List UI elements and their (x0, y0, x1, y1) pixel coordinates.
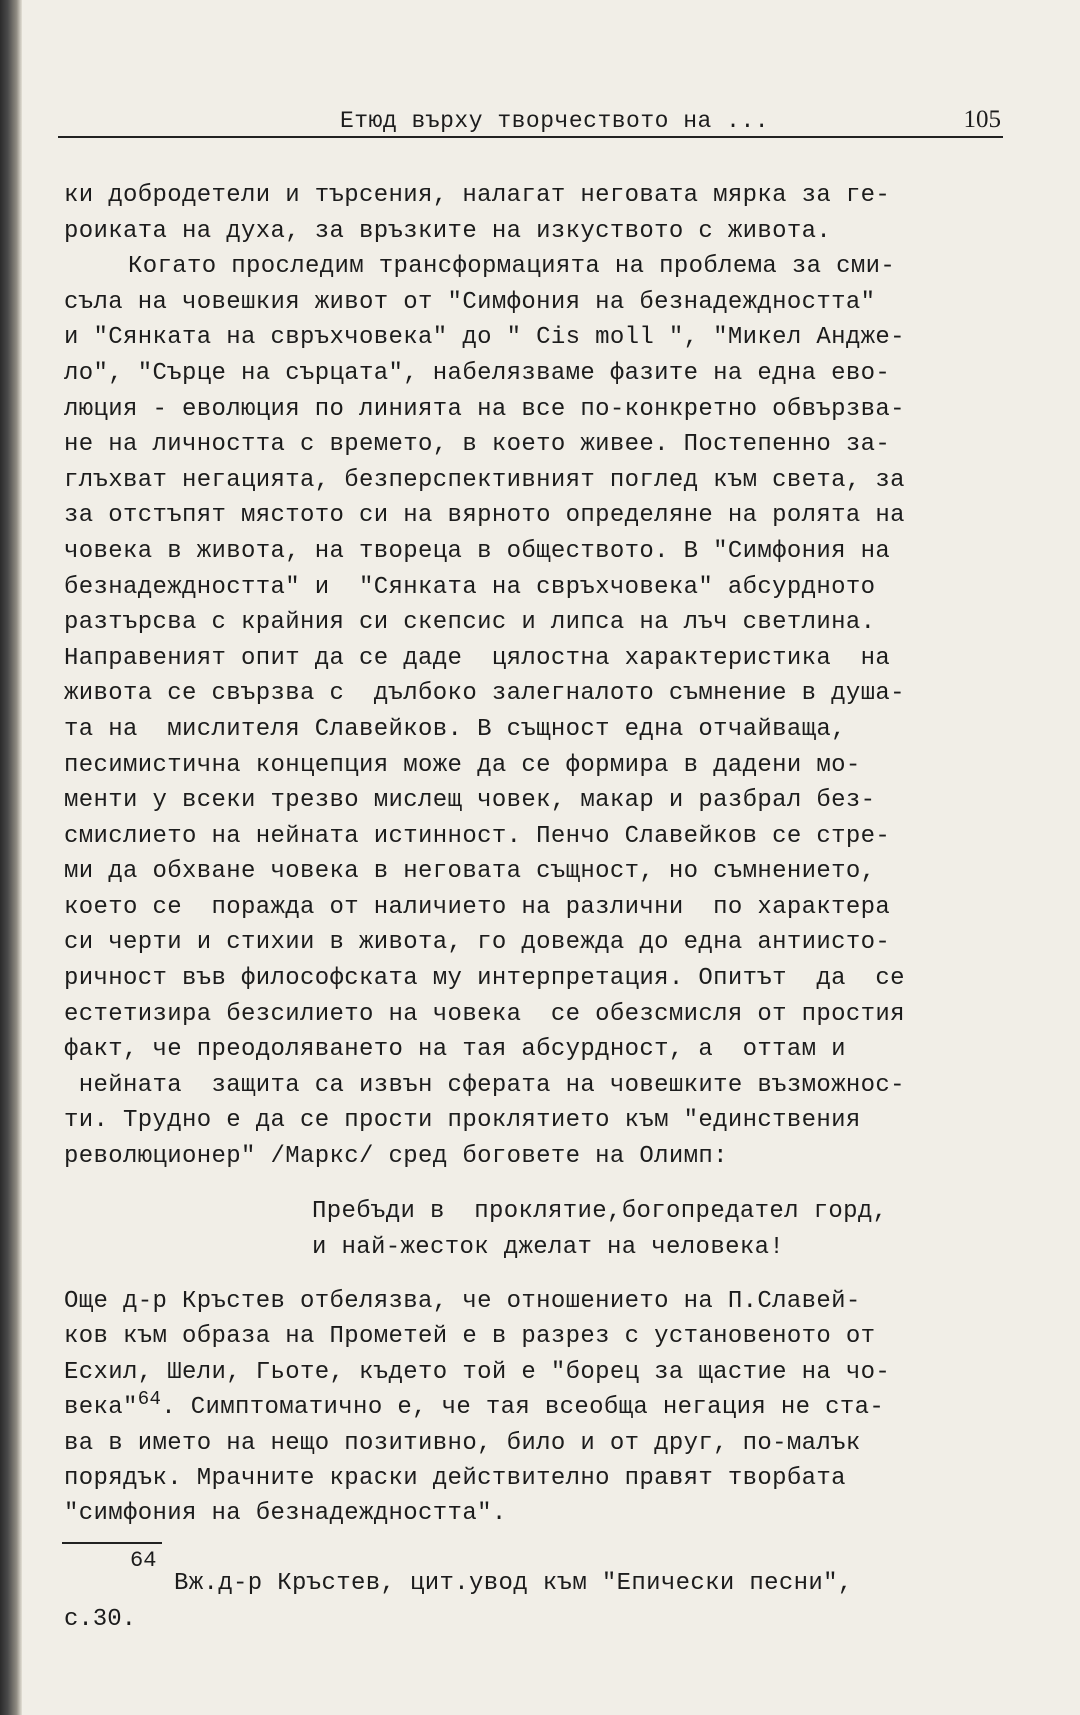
text-line: разтърсва с крайния си скепсис и липса на лъч светлина. (64, 609, 876, 637)
running-title: Етюд върху творчеството на ... (340, 108, 770, 134)
text-line: глъхват негацията, безперспективният поглед към света, за (64, 466, 905, 494)
text-line: ричност във философската му интерпретация. Опитът да се (64, 965, 905, 993)
running-header (58, 104, 1003, 138)
footnote-number: 64 (130, 1548, 157, 1573)
text-line: за отстъпят мястото си на вярното определяне на ролята на (64, 502, 905, 530)
text-line: смислието на нейната истинност. Пенчо Славейков се стре- (64, 822, 891, 850)
text-line: роиката на духа, за връзките на изкуството с живота. (64, 217, 832, 245)
text-line: Есхил, Шели, Гьоте, където той е "борец за щастие на чо- (64, 1358, 891, 1386)
text-line: си черти и стихии в живота, го довежда до една антиисто- (64, 929, 891, 957)
footnote-separator (62, 1542, 162, 1544)
text-line: съла на човешкия живот от "Симфония на безнадеждността" (64, 288, 876, 316)
text-after-verse (64, 1284, 1024, 1532)
text-line: ти. Трудно е да се прости проклятието към "единствения (64, 1107, 861, 1135)
text-fragment: века" (64, 1394, 138, 1422)
verse-line: и най-жесток джелат на человека! (312, 1233, 785, 1261)
text-line: ло", "Сърце на сърцата", набелязваме фазите на една ево- (64, 359, 891, 387)
text-line: ми да обхване човека в неговата същност, но съмнението, (64, 858, 876, 886)
footnote-text: Вж.д-р Кръстев, цит.увод към "Епически песни", (174, 1570, 853, 1597)
text-line: люция - еволюция по линията на все по-конкретно обвързва- (64, 395, 905, 423)
main-text (64, 178, 1024, 1175)
verse-line: Пребъди в проклятие,богопредател горд, (312, 1198, 888, 1225)
text-line: менти у всеки трезво мислещ човек, макар и разбрал без- (64, 787, 876, 815)
text-line: ва в името на нещо позитивно, било и от друг, по-малък (64, 1429, 861, 1457)
text-line: ков към образа на Прометей е в разрез с установеното от (64, 1323, 876, 1351)
text-line: живота се свързва с дълбоко залегналото съмнение в душа- (64, 680, 905, 708)
text-line: факт, че преодоляването на тая абсурдност, а оттам и (64, 1036, 846, 1064)
footnote-reference: 64 (137, 1388, 162, 1411)
text-line: революционер" /Маркс/ сред боговете на Олимп: (64, 1143, 728, 1171)
text-line: естетизира безсилието на човека се обезсмисля от простия (64, 1000, 905, 1028)
text-line: и "Сянката на свръхчовека" до " Cis moll ", "Микел Андже- (64, 324, 905, 352)
text-line: песимистична концепция може да се формира в дадени мо- (64, 751, 861, 779)
text-line: нейната защита са извън сферата на човешките възможнос- (64, 1071, 905, 1099)
text-line: не на личността с времето, в което живее. Постепенно за- (64, 431, 891, 459)
text-line: "симфония на безнадеждността". (64, 1500, 507, 1528)
book-spine-shadow (0, 0, 22, 1715)
text-line (64, 1390, 1024, 1425)
text-line: ки добродетели и търсения, налагат неговата мярка за ге- (64, 182, 891, 209)
text-line: безнадеждността" и "Сянката на свръхчовека" абсурдното (64, 573, 876, 601)
page-number: 105 (963, 106, 1001, 133)
footnote-text-continued: с.30. (64, 1606, 137, 1633)
text-line: което се поражда от наличието на различни по характера (64, 893, 891, 921)
text-line: Направеният опит да се даде цялостна характеристика на (64, 644, 891, 672)
text-fragment: . Симптоматично е, че тая всеобща негация не ста- (161, 1394, 885, 1422)
text-line: Още д-р Кръстев отбелязва, че отношението на П.Славей- (64, 1288, 861, 1315)
verse-quote (312, 1194, 887, 1265)
text-line: та на мислителя Славейков. В същност една отчайваща, (64, 715, 846, 743)
text-line: човека в живота, на твореца в обществото. В "Симфония на (64, 537, 891, 565)
text-line: порядък. Мрачните краски действително правят творбата (64, 1464, 846, 1492)
text-line: Когато проследим трансформацията на проблема за сми- (128, 253, 896, 281)
